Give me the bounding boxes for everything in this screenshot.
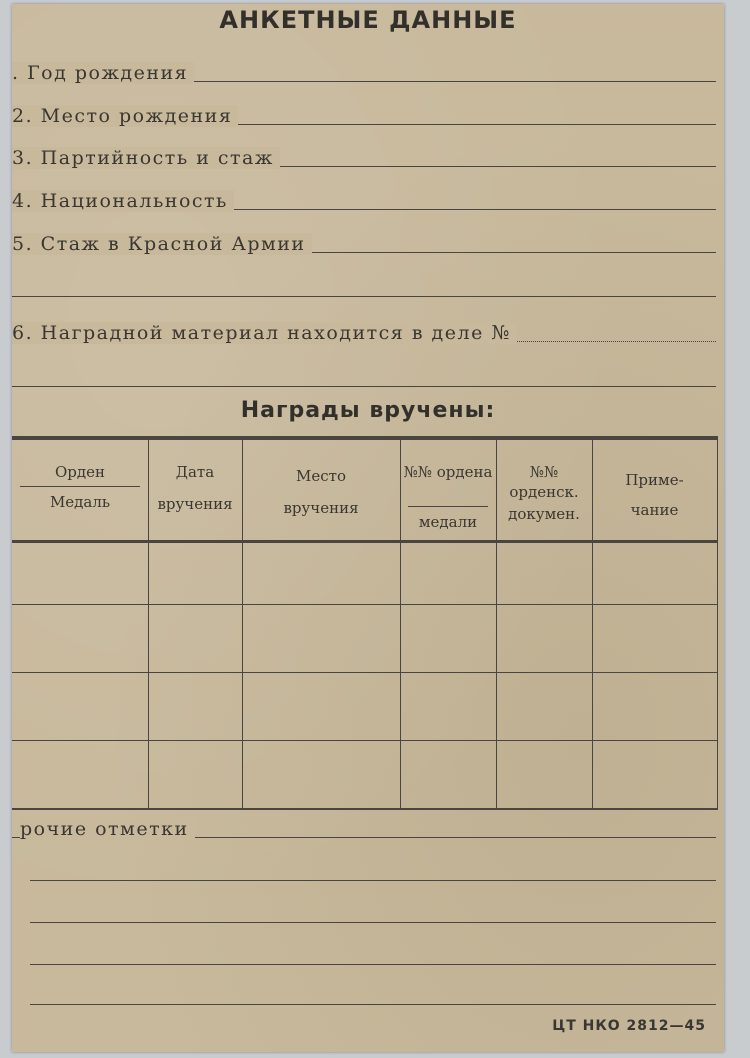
- table-row-line: [12, 604, 718, 605]
- column-header: №№ орденск.: [509, 463, 579, 501]
- field-other-marks: [12, 818, 716, 842]
- table-column-order-number: [400, 440, 497, 808]
- field-label: 5. Стаж в Красной Армии: [12, 233, 312, 255]
- column-header: №№ ордена: [403, 463, 493, 481]
- awards-table: [12, 436, 718, 810]
- blank-line: [12, 296, 716, 297]
- field-party: [12, 147, 716, 171]
- field-label: 3. Партийность и стаж: [12, 147, 280, 169]
- column-header: докумен.: [508, 505, 580, 523]
- field-birth-year: [12, 62, 716, 86]
- field-label: 2. Место рождения: [12, 105, 238, 127]
- field-birth-place: [12, 105, 716, 129]
- column-header: Дата: [175, 463, 215, 481]
- awards-heading: Награды вручены:: [240, 398, 496, 423]
- form-title: АНКЕТНЫЕ ДАННЫЕ: [219, 6, 517, 34]
- column-header: вручения: [283, 499, 359, 517]
- table-column-place: [242, 440, 401, 808]
- table-row-line: [12, 740, 718, 741]
- blank-line: [30, 1004, 716, 1005]
- print-code: ЦТ НКО 2812—45: [552, 1018, 706, 1034]
- column-header: вручения: [157, 495, 233, 513]
- blank-line: [30, 964, 716, 965]
- field-label: 6. Наградной материал находится в деле №: [12, 322, 517, 344]
- field-red-army-service: [12, 233, 716, 257]
- table-row-line: [12, 672, 718, 673]
- field-label: рочие отметки: [20, 818, 195, 840]
- award-card: [12, 4, 724, 1052]
- column-header: Орден: [54, 463, 105, 481]
- table-column-note: [592, 440, 718, 808]
- column-header: медали: [418, 513, 478, 531]
- column-header: чание: [630, 501, 679, 519]
- blank-line: [12, 386, 716, 387]
- blank-line: [30, 922, 716, 923]
- table-column-date: [148, 440, 243, 808]
- table-column-order: [12, 440, 149, 808]
- column-header: Приме-: [625, 471, 684, 489]
- field-award-material: [12, 322, 716, 346]
- field-nationality: [12, 190, 716, 214]
- field-label: 4. Национальность: [12, 190, 234, 212]
- table-column-document-number: [496, 440, 593, 808]
- field-label: . Год рождения: [12, 62, 194, 84]
- blank-line: [30, 880, 716, 881]
- column-header: Медаль: [49, 493, 111, 511]
- column-header: Место: [296, 467, 346, 485]
